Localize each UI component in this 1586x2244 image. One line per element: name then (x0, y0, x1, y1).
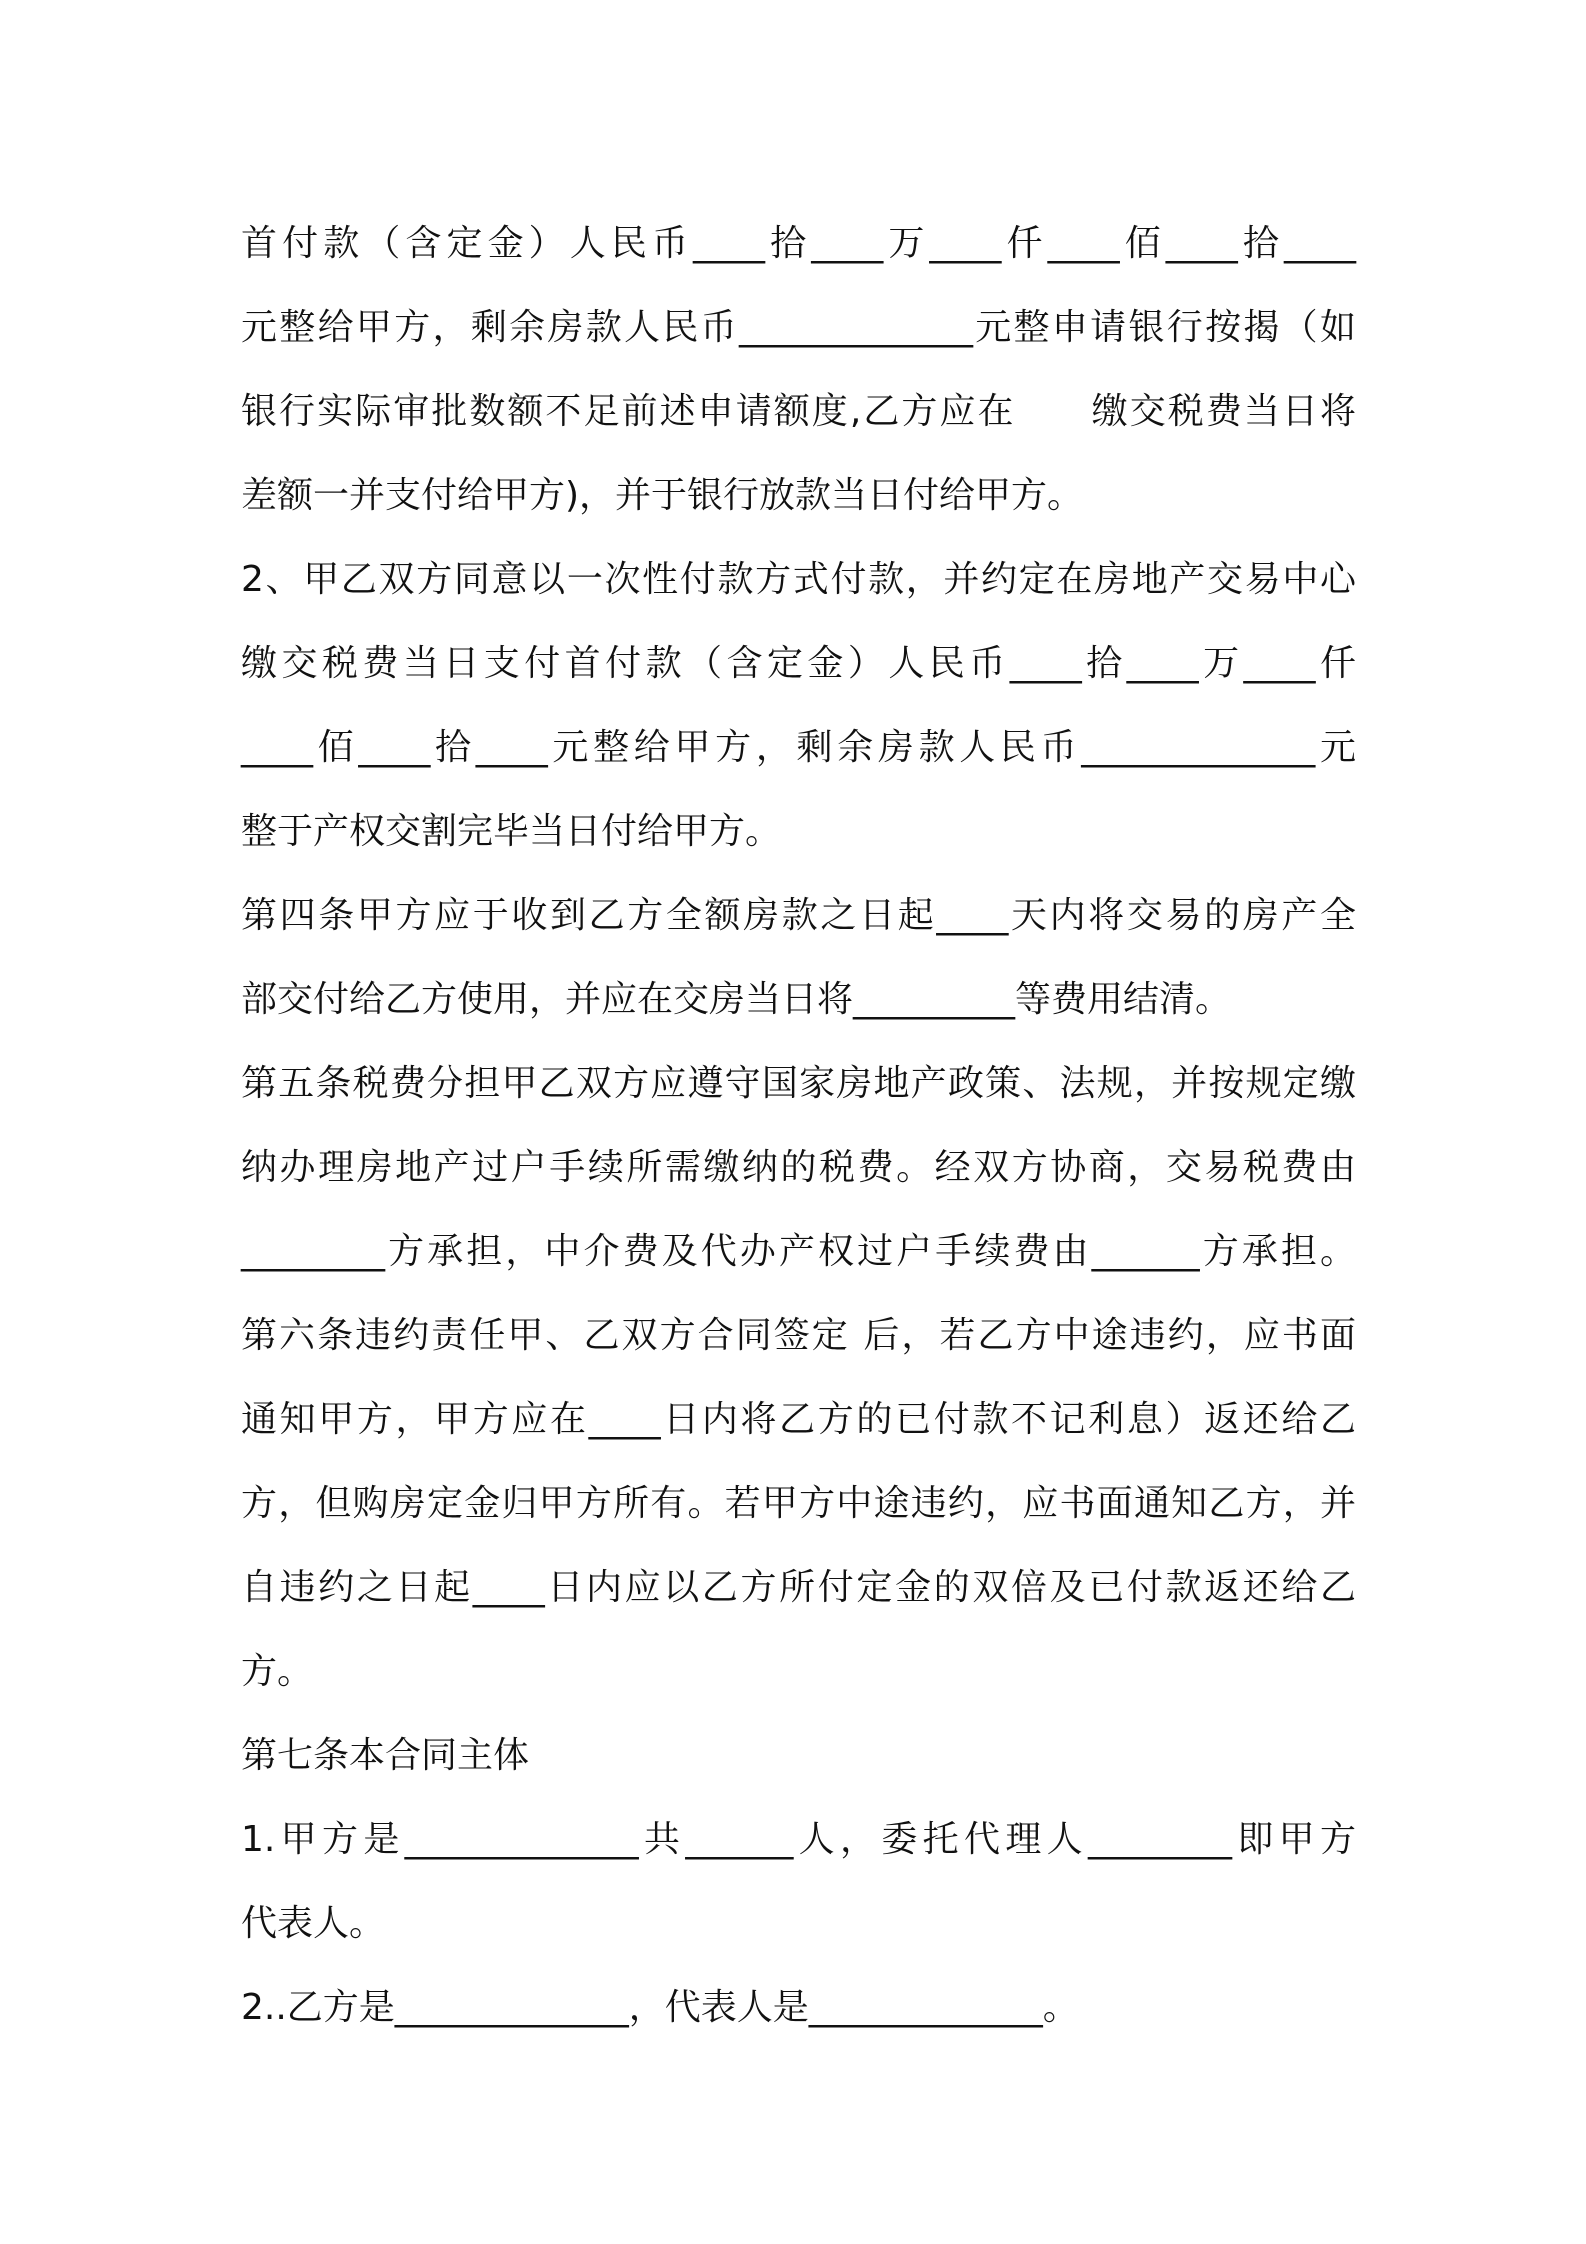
text-line-7: ____佰____拾____元整给甲方，剩余房款人民币_____________元 (241, 727, 1356, 768)
text-line-11: 第五条税费分担甲乙双方应遵守国家房地产政策、法规，并按规定缴 (241, 1063, 1356, 1104)
text-line-22: 2..乙方是_____________，代表人是_____________。 (241, 1987, 1079, 2028)
text-line-20: 1.甲方是_____________共______人，委托代理人________即甲方 (241, 1819, 1356, 1860)
text-line-15: 通知甲方，甲方应在____日内将乙方的已付款不记利息）返还给乙 (241, 1399, 1356, 1440)
text-line-8: 整于产权交割完毕当日付给甲方。 (241, 811, 782, 852)
text-line-9: 第四条甲方应于收到乙方全额房款之日起____天内将交易的房产全 (241, 895, 1356, 936)
text-line-12: 纳办理房地产过户手续所需缴纳的税费。经双方协商，交易税费由 (241, 1147, 1356, 1188)
text-line-16: 方，但购房定金归甲方所有。若甲方中途违约，应书面通知乙方，并 (241, 1483, 1356, 1524)
text-line-14: 第六条违约责任甲、乙双方合同签定 后，若乙方中途违约，应书面 (241, 1315, 1356, 1356)
text-line-17: 自违约之日起____日内应以乙方所付定金的双倍及已付款返还给乙 (241, 1567, 1356, 1608)
section-heading-article-7: 第七条本合同主体 (241, 1735, 530, 1776)
text-line-18: 方。 (241, 1651, 314, 1692)
text-line-2: 元整给甲方，剩余房款人民币_____________元整申请银行按揭（如 (241, 307, 1356, 348)
text-line-3: 银行实际审批数额不足前述申请额度,乙方应在 缴交税费当日将 (241, 391, 1356, 432)
text-line-6: 缴交税费当日支付首付款（含定金）人民币____拾____万____仟 (241, 643, 1356, 684)
text-line-1: 首付款（含定金）人民币____拾____万____仟____佰____拾____ (241, 223, 1356, 264)
text-line-13: ________方承担，中介费及代办产权过户手续费由______方承担。 (241, 1231, 1356, 1272)
text-line-5: 2、甲乙双方同意以一次性付款方式付款，并约定在房地产交易中心 (241, 559, 1356, 600)
text-line-4: 差额一并支付给甲方)，并于银行放款当日付给甲方。 (241, 475, 1084, 516)
text-line-10: 部交付给乙方使用，并应在交房当日将_________等费用结清。 (241, 979, 1232, 1020)
contract-text (241, 202, 1356, 2050)
text-line-21: 代表人。 (241, 1903, 386, 1944)
